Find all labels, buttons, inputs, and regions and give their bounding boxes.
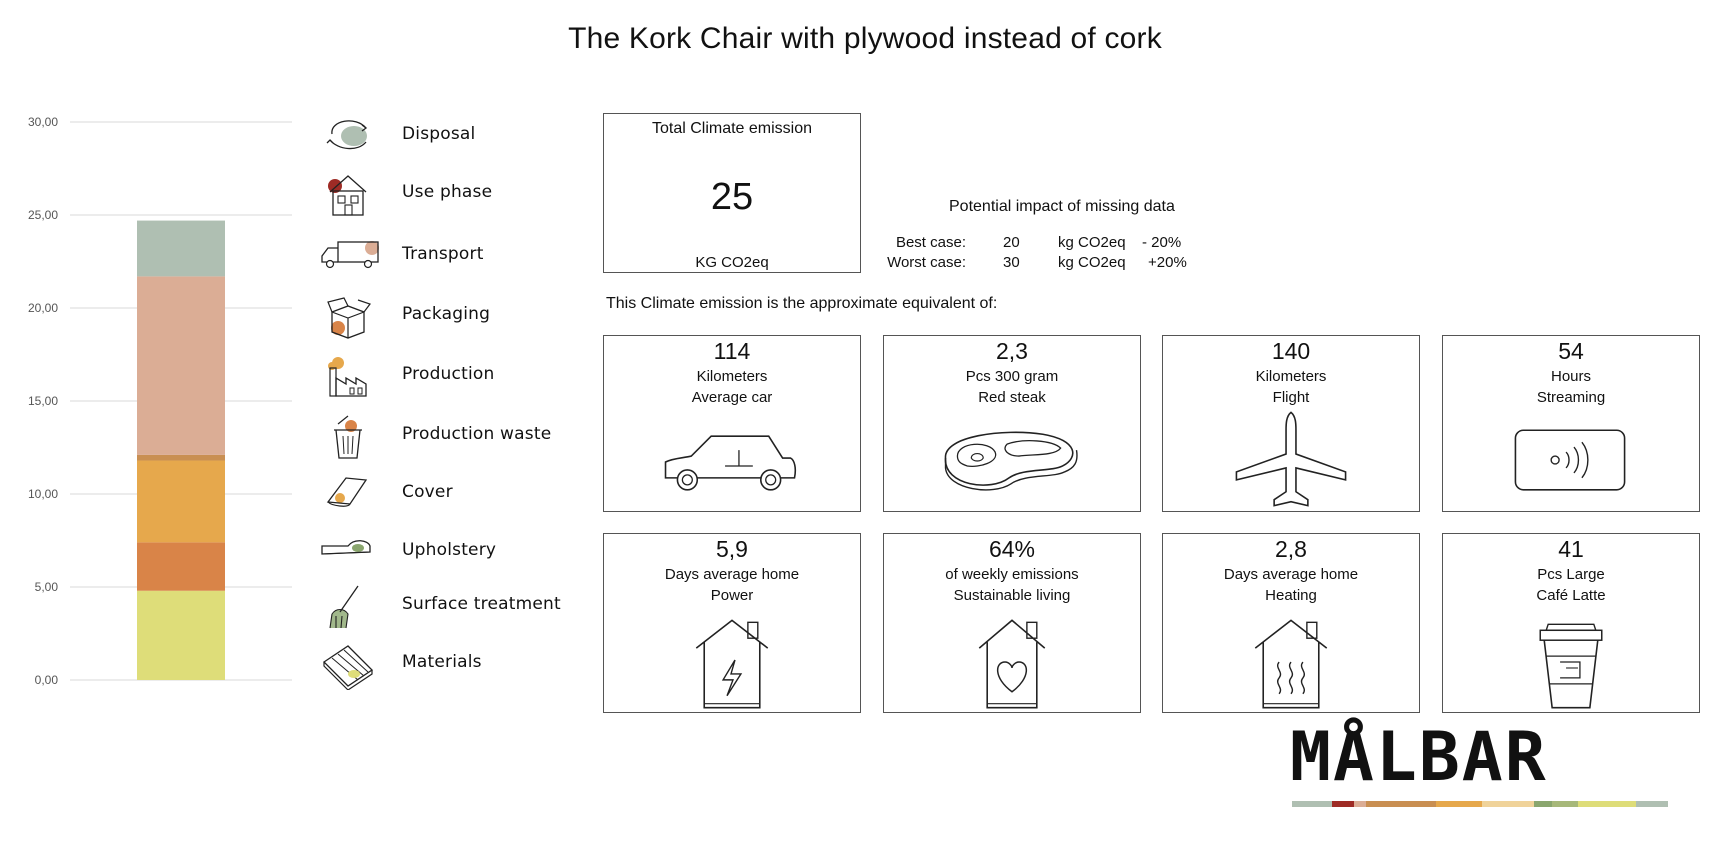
y-tick-label: 25,00 (27, 208, 58, 222)
wood-icon (318, 640, 378, 690)
stacked-bar-chart (0, 100, 300, 690)
legend-item-materials (318, 640, 568, 684)
brush-icon (318, 582, 378, 632)
y-tick-label: 20,00 (27, 301, 58, 315)
equivalent-card-power (603, 533, 861, 713)
card-value: 114 (713, 338, 751, 364)
legend-item-transport (318, 232, 568, 276)
card-value: 2,3 (996, 338, 1028, 364)
card-line2: Red steak (978, 389, 1046, 406)
card-line1: Days average home (1223, 566, 1359, 583)
worst-case-percent: +20% (1148, 254, 1187, 271)
equivalent-card-heating (1162, 533, 1420, 713)
card-line1: Pcs Large (1537, 566, 1605, 583)
stripe-segment (1636, 801, 1668, 807)
card-line1: Kilometers (1255, 368, 1327, 385)
logo-text: MÅLBAR (1290, 718, 1548, 797)
legend-label: Production (402, 364, 495, 384)
equivalent-card-latte (1442, 533, 1700, 713)
stripe-segment (1436, 801, 1482, 807)
worst-case-row (880, 254, 1240, 274)
house-heart-icon (884, 618, 1140, 710)
card-line1: Pcs 300 gram (965, 368, 1059, 385)
legend-label: Surface treatment (402, 594, 561, 614)
bar-segment-disposal (137, 221, 225, 277)
stripe-segment (1482, 801, 1534, 807)
equivalent-card-flight (1162, 335, 1420, 512)
card-line1: Hours (1550, 368, 1591, 385)
bar-segment-production-waste (137, 455, 225, 461)
card-line2: Flight (1272, 389, 1310, 406)
best-case-percent: - 20% (1142, 234, 1182, 251)
card-line2: Streaming (1536, 389, 1606, 406)
card-line2: Average car (691, 389, 773, 406)
total-unit: KG CO2eq (695, 254, 769, 271)
missing-data-title: Potential impact of missing data (949, 198, 1175, 215)
coffee-cup-icon (1443, 622, 1699, 712)
best-case-value: 20 (1003, 234, 1020, 251)
card-line2: Sustainable living (953, 587, 1071, 604)
steak-icon (884, 428, 1140, 498)
legend-label: Upholstery (402, 540, 497, 560)
streaming-icon (1443, 428, 1699, 494)
card-line1: of weekly emissions (945, 566, 1079, 583)
legend-label: Packaging (402, 304, 491, 324)
best-case-label: Best case: (895, 234, 966, 251)
y-tick-label: 15,00 (27, 394, 58, 408)
card-line1: Kilometers (696, 368, 768, 385)
y-tick-label: 30,00 (27, 115, 58, 129)
trash-icon (318, 412, 378, 462)
legend-label: Use phase (402, 182, 493, 202)
legend-item-production-waste (318, 412, 568, 456)
card-value: 5,9 (716, 536, 748, 562)
equivalent-card-steak (883, 335, 1141, 512)
worst-case-unit: kg CO2eq (1058, 254, 1126, 271)
stripe-segment (1354, 801, 1366, 807)
legend-label: Disposal (402, 124, 476, 144)
card-value: 41 (1558, 536, 1584, 562)
house-icon (318, 170, 378, 220)
equivalent-card-car (603, 335, 861, 512)
card-value: 2,8 (1275, 536, 1307, 562)
legend-label: Materials (402, 652, 482, 672)
total-value: 25 (710, 176, 754, 218)
malbar-logo (1290, 718, 1670, 812)
bar-segment-cover (137, 461, 225, 543)
chart-legend (318, 112, 568, 692)
legend-item-disposal (318, 112, 568, 156)
house-power-icon (604, 618, 860, 710)
card-value: 64% (988, 536, 1036, 562)
logo-color-stripe (1292, 801, 1668, 807)
y-tick-label: 5,00 (34, 580, 58, 594)
stripe-segment (1366, 801, 1436, 807)
disposal-icon (318, 112, 378, 156)
legend-item-use-phase (318, 170, 568, 214)
bar-segment-upholstery (137, 542, 225, 590)
card-line2: Power (710, 587, 754, 604)
legend-label: Transport (402, 244, 484, 264)
total-emission-box (603, 113, 861, 273)
stripe-segment (1534, 801, 1552, 807)
card-value: 54 (1558, 338, 1584, 364)
page-title: The Kork Chair with plywood instead of cork (568, 22, 1162, 55)
bar-segment-materials (137, 591, 225, 680)
stripe-segment (1332, 801, 1354, 807)
best-case-unit: kg CO2eq (1058, 234, 1126, 251)
equivalents-heading: This Climate emission is the approximate equivalent of: (606, 295, 998, 312)
factory-icon (318, 352, 378, 402)
best-case-row (880, 234, 1240, 254)
upholstery-icon (318, 528, 378, 572)
total-title: Total Climate emission (651, 120, 813, 137)
y-tick-label: 0,00 (34, 673, 58, 687)
bar-segment-transport (137, 276, 225, 455)
legend-item-surface-treatment (318, 582, 568, 626)
house-heat-icon (1163, 618, 1419, 710)
legend-label: Cover (402, 482, 453, 502)
card-line2: Café Latte (1536, 587, 1606, 604)
stripe-segment (1552, 801, 1578, 807)
stripe-segment (1292, 801, 1332, 807)
legend-label: Production waste (402, 424, 552, 444)
airplane-icon (1163, 410, 1419, 510)
truck-icon (318, 232, 384, 276)
equivalent-card-sustainable-living (883, 533, 1141, 713)
legend-item-cover (318, 470, 568, 514)
card-value: 140 (1271, 338, 1311, 364)
equivalent-card-streaming (1442, 335, 1700, 512)
legend-item-packaging (318, 292, 568, 336)
worst-case-label: Worst case: (887, 254, 966, 271)
worst-case-value: 30 (1003, 254, 1020, 271)
stripe-segment (1578, 801, 1636, 807)
card-line2: Heating (1265, 587, 1317, 604)
legend-item-upholstery (318, 528, 568, 572)
box-icon (318, 292, 378, 342)
car-icon (604, 424, 860, 504)
legend-item-production (318, 352, 568, 396)
y-tick-label: 10,00 (27, 487, 58, 501)
fabric-icon (318, 470, 378, 514)
card-line1: Days average home (664, 566, 800, 583)
